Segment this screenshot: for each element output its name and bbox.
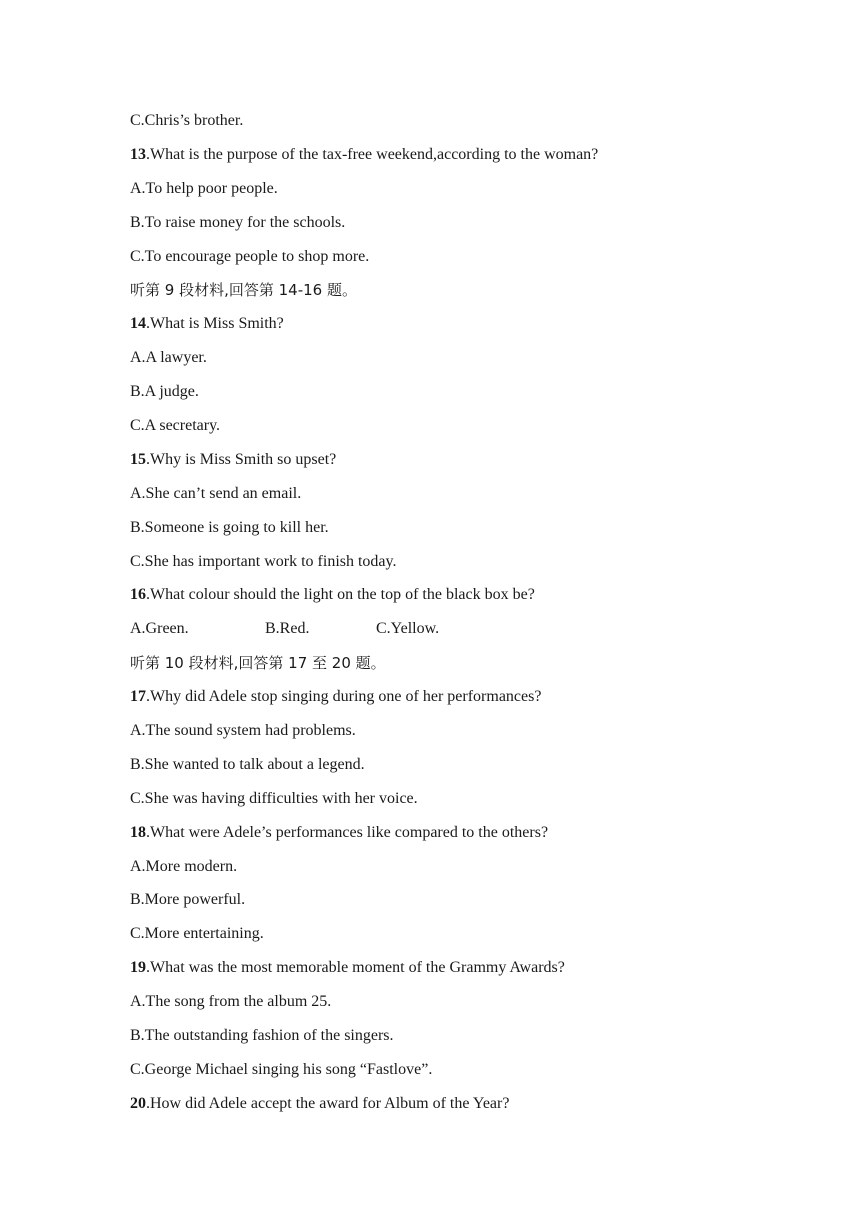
option-text: B.Someone is going to kill her. (130, 518, 329, 536)
question-text: .What is Miss Smith? (146, 315, 284, 333)
question-16 (130, 585, 770, 619)
question-number: 15 (130, 450, 146, 468)
option-line (130, 179, 770, 213)
question-text: .What is the purpose of the tax-free weekend,according to the woman? (146, 145, 599, 163)
option-line (130, 416, 770, 450)
option-text: C.She has important work to finish today. (130, 552, 397, 570)
question-19 (130, 958, 770, 992)
option-line (130, 348, 770, 382)
option-line (130, 721, 770, 755)
question-20 (130, 1094, 770, 1128)
option-line (130, 213, 770, 247)
question-text: .Why is Miss Smith so upset? (146, 450, 337, 468)
instruction-text: 听第 10 段材料,回答第 17 至 20 题。 (130, 654, 386, 673)
option-line (130, 924, 770, 958)
option-text: A.More modern. (130, 857, 238, 875)
option-text: C.To encourage people to shop more. (130, 247, 370, 265)
question-text: .What colour should the light on the top of the black box be? (146, 586, 535, 604)
option-line (130, 1026, 770, 1060)
question-17 (130, 687, 770, 721)
question-number: 18 (130, 823, 146, 841)
option-text: B.The outstanding fashion of the singers. (130, 1027, 394, 1045)
option-text: C.More entertaining. (130, 925, 264, 943)
option-text: C.She was having difficulties with her voice. (130, 789, 418, 807)
option-line (130, 382, 770, 416)
option-text: A.The song from the album 25. (130, 993, 332, 1011)
question-text: .How did Adele accept the award for Album of the Year? (146, 1094, 510, 1112)
question-number: 17 (130, 688, 146, 706)
question-number: 19 (130, 959, 146, 977)
section-instruction (130, 280, 770, 314)
option-text: C.George Michael singing his song “Fastlove”. (130, 1060, 433, 1078)
option-line (130, 518, 770, 552)
option-text: C.A secretary. (130, 417, 221, 435)
question-number: 16 (130, 586, 146, 604)
option-line (130, 552, 770, 586)
option-text: B.She wanted to talk about a legend. (130, 755, 365, 773)
option-line (130, 857, 770, 891)
option-text: B.To raise money for the schools. (130, 213, 346, 231)
instruction-text: 听第 9 段材料,回答第 14-16 题。 (130, 281, 357, 300)
option-b-text: B.Red. (265, 620, 310, 638)
question-text: .Why did Adele stop singing during one of her performances? (146, 688, 542, 706)
option-line (130, 755, 770, 789)
question-18 (130, 823, 770, 857)
option-c-text: C.Yellow. (376, 620, 440, 638)
option-text: A.A lawyer. (130, 349, 207, 367)
question-number: 13 (130, 145, 146, 163)
page-content (130, 111, 770, 1128)
option-line (130, 111, 770, 145)
option-text: B.More powerful. (130, 891, 246, 909)
option-text: B.A judge. (130, 383, 199, 401)
option-text: C.Chris’s brother. (130, 112, 244, 129)
question-14 (130, 314, 770, 348)
inline-options-row (130, 619, 770, 653)
question-15 (130, 450, 770, 484)
option-text: A.The sound system had problems. (130, 722, 356, 740)
option-line (130, 890, 770, 924)
question-number: 20 (130, 1094, 146, 1112)
option-line (130, 992, 770, 1026)
option-line (130, 1060, 770, 1094)
option-text: A.To help poor people. (130, 179, 278, 197)
question-number: 14 (130, 315, 146, 333)
option-line (130, 484, 770, 518)
section-instruction (130, 653, 770, 687)
question-13 (130, 145, 770, 179)
option-a-text: A.Green. (130, 620, 189, 638)
option-line (130, 789, 770, 823)
question-text: .What were Adele’s performances like compared to the others? (146, 823, 549, 841)
option-line (130, 247, 770, 281)
option-text: A.She can’t send an email. (130, 484, 302, 502)
question-text: .What was the most memorable moment of the Grammy Awards? (146, 959, 565, 977)
